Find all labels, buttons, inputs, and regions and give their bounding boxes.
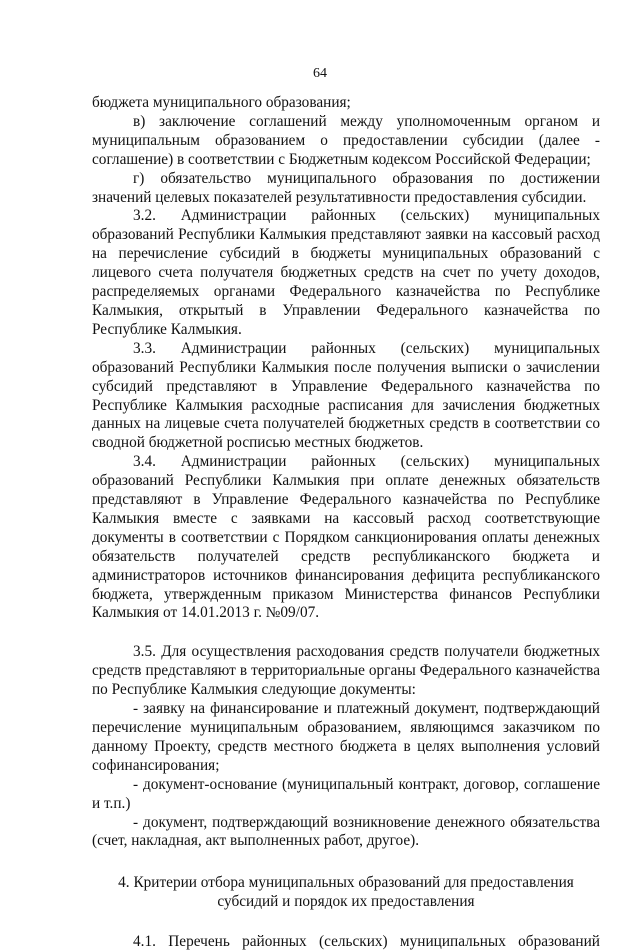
- section-4-heading-line1: 4. Критерии отбора муниципальных образований для предоставления: [118, 874, 574, 892]
- paragraph-4-1: 4.1. Перечень районных (сельских) муниципальных образований: [133, 933, 600, 951]
- section-4-heading: [92, 873, 600, 911]
- page-number: 64: [313, 66, 327, 81]
- paragraph-3-5: 3.5. Для осуществления расходования средств получатели бюджетных средств представляют в территориальные органы Федерального казначейства по Республике Калмыкия следующие документы:: [92, 643, 600, 699]
- list-item-obligation-document: - документ, подтверждающий возникновение денежного обязательства (счет, накладная, акт выполненных работ, другое).: [92, 813, 600, 850]
- section-4-heading-line2: субсидий и порядок их предоставления: [217, 893, 475, 911]
- paragraph-item-v: в) заключение соглашений между уполномоченным органом и муниципальным образованием о предоставлении субсидии (далее - соглашение) в соответствии с Бюджетным кодексом Российской Федерации;: [92, 112, 600, 168]
- paragraph-3-3: 3.3. Администрации районных (сельских) муниципальных образований Республики Калмыкия после получения выписки о зачислении субсидий представляют в Управление Федерального казначейства по Республике Калмыкия расходные расписания для зачисления бюджетных данных на лицевые счета получателей бюджетных средств в соответствии со сводной бюджетной росписью местных бюджетов.: [92, 339, 600, 452]
- paragraph-3-4: 3.4. Администрации районных (сельских) муниципальных образований Республики Калмыкия при оплате денежных обязательств представляют в Управление Федерального казначейства по Республике Калмыкия вместе с заявками на кассовый расход соответствующие документы в соответствии с Порядком санкционирования оплаты денежных обязательств получателей средств республиканского бюджета и администраторов источников финансирования дефицита республиканского бюджета, утвержденным приказом Министерства финансов Республики Калмыкия от 14.01.2013 г. №09/07.: [92, 453, 600, 622]
- paragraph-budget-line: бюджета муниципального образования;: [92, 94, 351, 111]
- paragraph-3-2: 3.2. Администрации районных (сельских) муниципальных образований Республики Калмыкия представляют заявки на кассовый расход на перечисление субсидий в бюджеты муниципальных образований с лицевого счета получателя бюджетных средств на счет по учету доходов, распределяемых органами Федерального казначейства по Республике Калмыкия, открытый в Управлении Федерального казначейства по Республике Калмыкия.: [92, 207, 600, 338]
- list-item-payment-request: - заявку на финансирование и платежный документ, подтверждающий перечисление муниципальным образованием, являющимся заказчиком по данному Проекту, средств местного бюджета в целях выполнения условий софинансирования;: [92, 700, 600, 774]
- document-body: [92, 94, 600, 952]
- paragraph-item-g: г) обязательство муниципального образования по достижении значений целевых показателей результативности предоставления субсидии.: [92, 169, 600, 206]
- list-item-basis-document: - документ-основание (муниципальный контракт, договор, соглашение и т.п.): [92, 775, 600, 812]
